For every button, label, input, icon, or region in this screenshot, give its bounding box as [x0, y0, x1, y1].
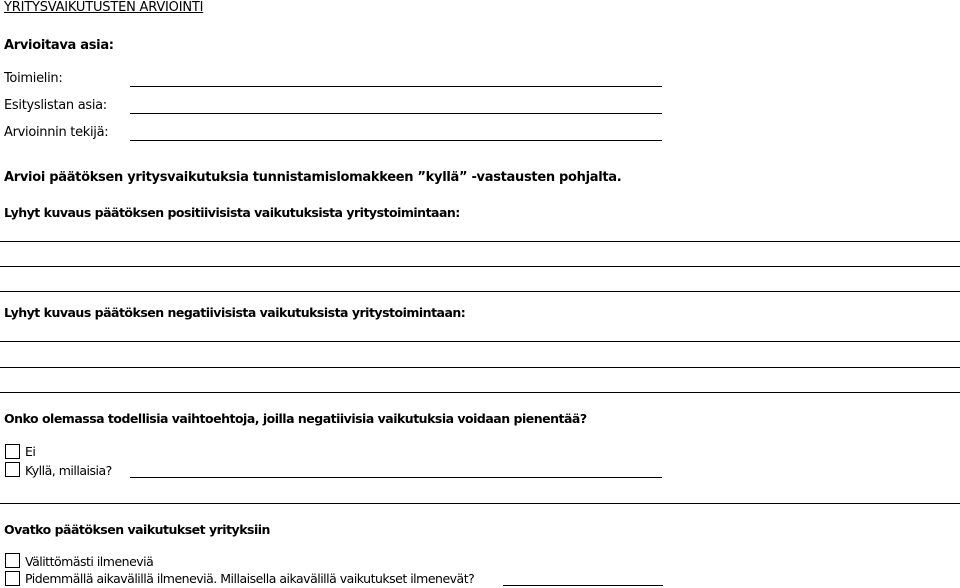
negative-impacts-label: Lyhyt kuvaus päätöksen negatiivisista vaikutuksista yritystoimintaan:	[4, 305, 466, 320]
option-yes-label: Kyllä, millaisia?	[25, 463, 112, 478]
department-label: Toimielin:	[4, 71, 63, 86]
subject-heading: Arvioitava asia:	[4, 38, 114, 53]
timing-describe-field[interactable]	[503, 585, 663, 586]
option-no-label: Ei	[25, 444, 36, 459]
option-yes-checkbox[interactable]	[5, 462, 20, 477]
option-longer-label: Pidemmällä aikavälillä ilmeneviä. Millaisella aikavälillä vaikutukset ilmenevät?	[25, 571, 475, 586]
positive-answer-line-2[interactable]	[0, 266, 960, 267]
alternatives-describe-field[interactable]	[130, 477, 662, 478]
alternatives-answer-line[interactable]	[0, 503, 960, 504]
positive-answer-line-1[interactable]	[0, 241, 960, 242]
option-no-checkbox[interactable]	[5, 444, 20, 459]
assessor-label: Arvioinnin tekijä:	[4, 125, 109, 140]
negative-answer-line-2[interactable]	[0, 367, 960, 368]
option-immediate-checkbox[interactable]	[5, 553, 20, 568]
option-immediate-label: Välittömästi ilmeneviä	[25, 554, 154, 569]
alternatives-question: Onko olemassa todellisia vaihtoehtoja, joilla negatiivisia vaikutuksia voidaan pienentää?	[4, 411, 587, 426]
department-field[interactable]	[130, 86, 662, 87]
agenda-field[interactable]	[130, 113, 662, 114]
negative-answer-line-3[interactable]	[0, 392, 960, 393]
positive-answer-line-3[interactable]	[0, 291, 960, 292]
form-title: YRITYSVAIKUTUSTEN ARVIOINTI	[4, 0, 204, 15]
positive-impacts-label: Lyhyt kuvaus päätöksen positiivisista vaikutuksista yritystoimintaan:	[4, 205, 460, 220]
instruction-text: Arvioi päätöksen yritysvaikutuksia tunnistamislomakkeen ”kyllä” -vastausten pohjalta.	[4, 170, 622, 185]
option-longer-checkbox[interactable]	[5, 571, 20, 586]
assessor-field[interactable]	[130, 140, 662, 141]
agenda-label: Esityslistan asia:	[4, 98, 107, 113]
timing-question: Ovatko päätöksen vaikutukset yrityksiin	[4, 522, 270, 537]
negative-answer-line-1[interactable]	[0, 341, 960, 342]
